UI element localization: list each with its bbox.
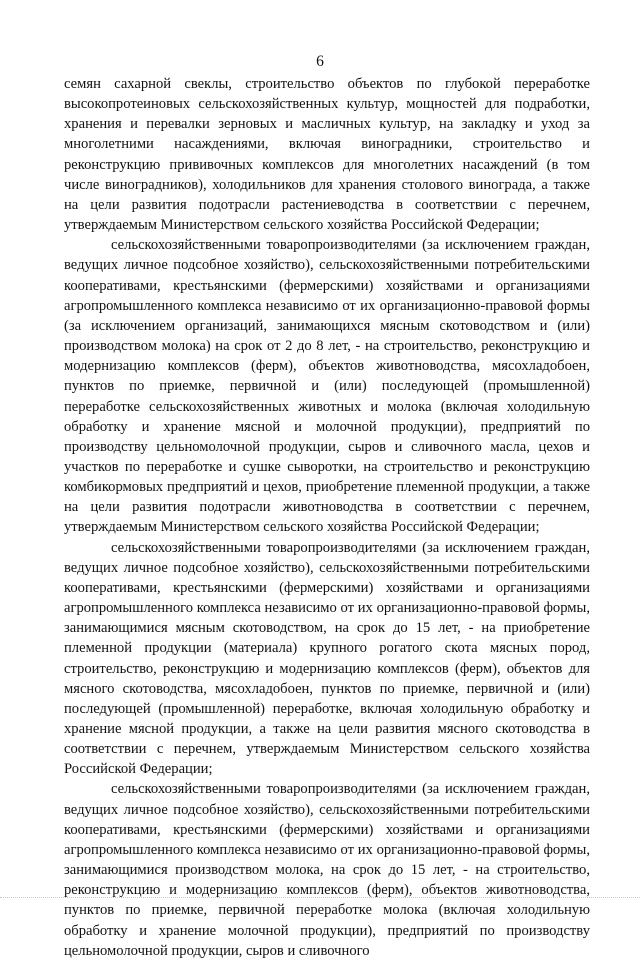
paragraph: сельскохозяйственными товаропроизводителями (за исключением граждан, ведущих личное подсобное хозяйство), сельскохозяйственными потребительскими кооперативами, крестьянскими (фермерскими) хозяйствами и организациями агропромышленного комплекса независимо от их организационно-правовой формы, занимающимися производством молока, на срок до 15 лет, - на строительство, реконструкцию и модернизацию комплексов (ферм), объектов животноводства, пунктов по приемке, первичной переработке молока (включая холодильную обработку и хранение молочной продукции), предприятий по производству цельномолочной продукции, сыров и сливочного <box>64 781 590 959</box>
document-body <box>64 74 590 961</box>
paragraph-continuation: семян сахарной свеклы, строительство объектов по глубокой переработке высокопротеиновых сельскохозяйственных культур, мощностей для подработки, хранения и перевалки зерновых и масличных культур, на закладку и уход за многолетними насаждениями, включая виноградники, строительство и реконструкцию прививочных комплексов для многолетних насаждений (в том числе виноградников), холодильников для хранения столового винограда, а также на цели развития подотрасли растениеводства в соответствии с перечнем, утверждаемым Министерством сельского хозяйства Российской Федерации; <box>64 76 590 234</box>
page-bottom-divider <box>0 897 640 898</box>
page-number: 6 <box>316 53 324 70</box>
paragraph: сельскохозяйственными товаропроизводителями (за исключением граждан, ведущих личное подсобное хозяйство), сельскохозяйственными потребительскими кооперативами, крестьянскими (фермерскими) хозяйствами и организациями агропромышленного комплекса независимо от их организационно-правовой формы (за исключением организаций, занимающихся мясным скотоводством и (или) производством молока) на срок от 2 до 8 лет, - на строительство, реконструкцию и модернизацию комплексов (ферм), объектов животноводства, мясохладобоен, пунктов по приемке, первичной и (или) последующей (промышленной) переработке сельскохозяйственных животных и молока (включая холодильную обработку и хранение мясной и молочной продукции), предприятий по производству цельномолочной продукции, сыров и сливочного масла, цехов и участков по переработке и сушке сыворотки, на строительство и реконструкцию комбикормовых предприятий и цехов, приобретение племенной продукции, а также на цели развития подотрасли животноводства в соответствии с перечнем, утверждаемым Министерством сельского хозяйства Российской Федерации; <box>64 237 590 536</box>
paragraph: сельскохозяйственными товаропроизводителями (за исключением граждан, ведущих личное подсобное хозяйство), сельскохозяйственными потребительскими кооперативами, крестьянскими (фермерскими) хозяйствами и организациями агропромышленного комплекса независимо от их организационно-правовой формы, занимающимися мясным скотоводством, на срок до 15 лет, - на приобретение племенной продукции (материала) крупного рогатого скота мясных пород, строительство, реконструкцию и модернизацию комплексов (ферм), объектов для мясного скотоводства, мясохладобоен, пунктов по приемке, первичной и (или) последующей (промышленной) переработке, включая холодильную обработку и хранение мясной продукции, а также на цели развития мясного скотоводства в соответствии с перечнем, утверждаемым Министерством сельского хозяйства Российской Федерации; <box>64 539 590 778</box>
